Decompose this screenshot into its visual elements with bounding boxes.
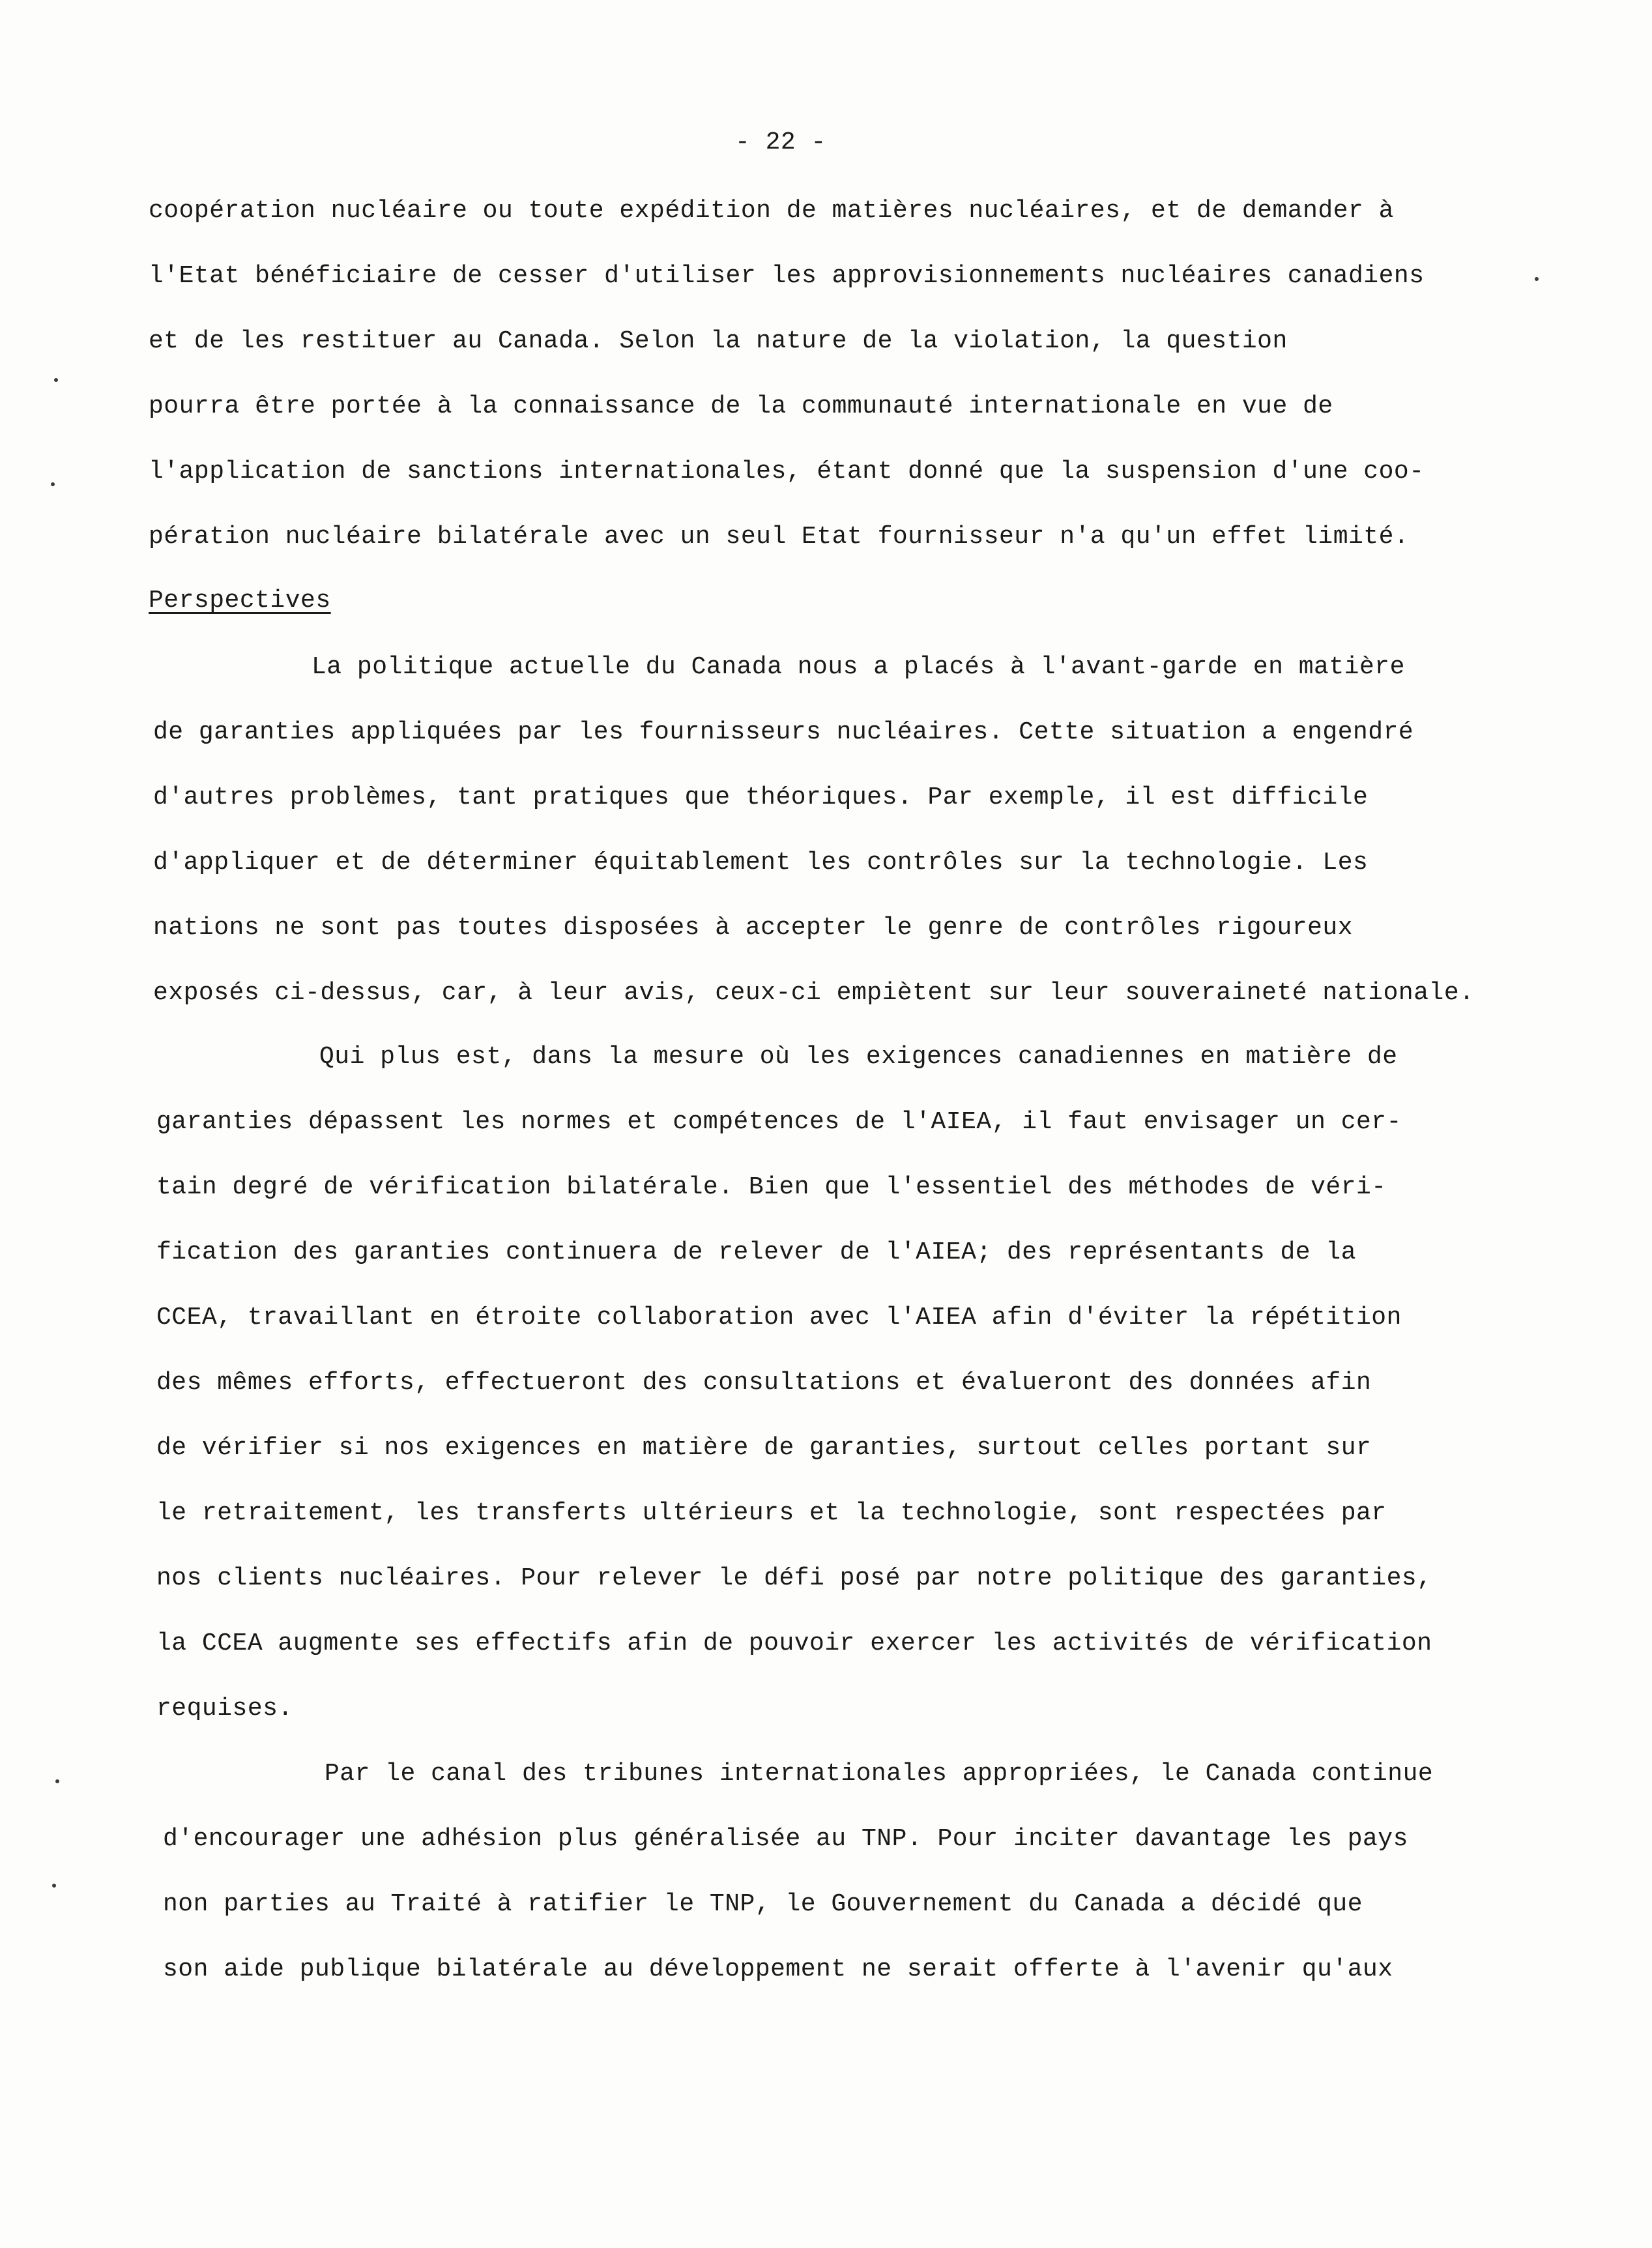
paragraph-3-line-8: le retraitement, les transferts ultérieurs et la technologie, sont respectées par [156,1499,1387,1527]
scan-speck [52,1884,56,1888]
paragraph-1-line-2: l'Etat bénéficiaire de cesser d'utiliser les approvisionnements nucléaires canadiens [149,262,1425,290]
paragraph-2-line-2: de garanties appliquées par les fournisseurs nucléaires. Cette situation a engendré [153,718,1414,746]
paragraph-1-line-6: pération nucléaire bilatérale avec un seul Etat fournisseur n'a qu'un effet limité. [149,523,1410,551]
paragraph-4-line-1: Par le canal des tribunes internationales appropriées, le Canada continue [325,1760,1434,1788]
paragraph-4-line-3: non parties au Traité à ratifier le TNP, le Gouvernement du Canada a décidé que [163,1890,1363,1918]
scan-speck [1535,277,1539,281]
paragraph-3-line-3: tain degré de vérification bilatérale. Bien que l'essentiel des méthodes de véri- [156,1173,1387,1201]
paragraph-2-line-1: La politique actuelle du Canada nous a placés à l'avant-garde en matière [312,653,1405,681]
paragraph-3-line-11: requises. [156,1695,293,1723]
section-heading: Perspectives [149,587,331,615]
paragraph-1-line-3: et de les restituer au Canada. Selon la nature de la violation, la question [149,327,1288,355]
paragraph-4-line-4: son aide publique bilatérale au développement ne serait offerte à l'avenir qu'aux [163,1955,1393,1983]
scan-speck [54,378,58,382]
paragraph-3-line-5: CCEA, travaillant en étroite collaboration avec l'AIEA afin d'éviter la répétition [156,1304,1402,1332]
scan-speck [55,1779,59,1783]
scan-speck [51,482,55,486]
paragraph-2-line-6: exposés ci-dessus, car, à leur avis, ceux-ci empiètent sur leur souveraineté nationale. [153,979,1475,1007]
paragraph-1-line-1: coopération nucléaire ou toute expédition de matières nucléaires, et de demander à [149,197,1394,225]
paragraph-3-line-6: des mêmes efforts, effectueront des consultations et évalueront des données afin [156,1369,1372,1397]
paragraph-3-line-2: garanties dépassent les normes et compétences de l'AIEA, il faut envisager un cer- [156,1108,1402,1136]
paragraph-3-line-10: la CCEA augmente ses effectifs afin de pouvoir exercer les activités de vérification [156,1629,1432,1657]
paragraph-3-line-1: Qui plus est, dans la mesure où les exigences canadiennes en matière de [319,1043,1398,1071]
paragraph-2-line-5: nations ne sont pas toutes disposées à accepter le genre de contrôles rigoureux [153,914,1353,942]
paragraph-2-line-4: d'appliquer et de déterminer équitablement les contrôles sur la technologie. Les [153,849,1369,877]
paragraph-1-line-5: l'application de sanctions internationales, étant donné que la suspension d'une coo- [149,458,1425,486]
paragraph-1-line-4: pourra être portée à la connaissance de la communauté internationale en vue de [149,392,1333,420]
paragraph-3-line-4: fication des garanties continuera de relever de l'AIEA; des représentants de la [156,1238,1356,1266]
paragraph-2-line-3: d'autres problèmes, tant pratiques que théoriques. Par exemple, il est difficile [153,783,1369,811]
paragraph-3-line-7: de vérifier si nos exigences en matière de garanties, surtout celles portant sur [156,1434,1372,1462]
paragraph-3-line-9: nos clients nucléaires. Pour relever le défi posé par notre politique des garanties, [156,1564,1432,1592]
paragraph-4-line-2: d'encourager une adhésion plus généralisée au TNP. Pour inciter davantage les pays [163,1825,1408,1853]
page-number: - 22 - [735,128,826,156]
